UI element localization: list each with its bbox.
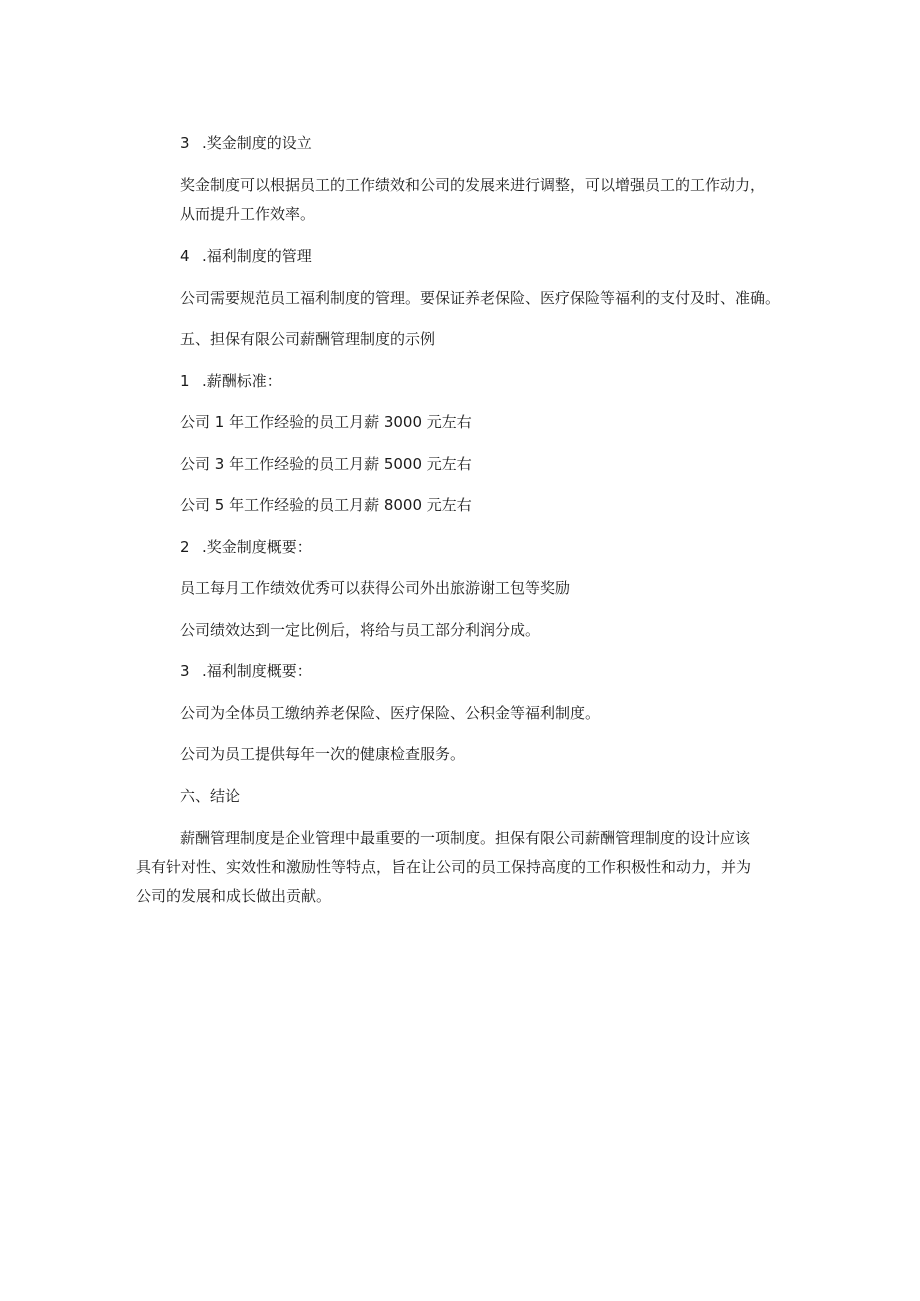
paragraph-line: 具有针对性、实效性和激励性等特点，旨在让公司的员工保持高度的工作积极性和动力，并为 xyxy=(136,858,752,876)
list-item: 公司为员工提供每年一次的健康检查服务。 xyxy=(180,745,466,763)
section-number: 1 xyxy=(180,372,190,390)
section-4-heading xyxy=(180,246,312,266)
section-3-heading xyxy=(180,133,312,153)
list-item: 员工每月工作绩效优秀可以获得公司外出旅游谢工包等奖励 xyxy=(180,579,571,597)
list-item: 公司 1 年工作经验的员工月薪 3000 元左右 xyxy=(180,413,472,431)
section-heading-text: .福利制度概要： xyxy=(202,662,312,680)
section-heading-text: .薪酬标准： xyxy=(202,372,282,390)
example-3-heading xyxy=(180,661,312,681)
section-heading-text: .福利制度的管理 xyxy=(202,247,312,265)
paragraph-line: 公司需要规范员工福利制度的管理。要保证养老保险、医疗保险等福利的支付及时、准确。 xyxy=(180,289,781,307)
section-heading-text: .奖金制度的设立 xyxy=(202,134,312,152)
section-number: 3 xyxy=(180,662,190,680)
section-heading-text: .奖金制度概要： xyxy=(202,538,312,556)
paragraph-line: 奖金制度可以根据员工的工作绩效和公司的发展来进行调整，可以增强员工的工作动力， xyxy=(180,176,766,194)
section-number: 3 xyxy=(180,134,190,152)
paragraph-line: 从而提升工作效率。 xyxy=(180,205,316,223)
section-6-title: 六、结论 xyxy=(180,787,241,805)
example-2-heading xyxy=(180,537,312,557)
list-item: 公司 3 年工作经验的员工月薪 5000 元左右 xyxy=(180,455,472,473)
paragraph-line: 薪酬管理制度是企业管理中最重要的一项制度。担保有限公司薪酬管理制度的设计应该 xyxy=(180,829,751,847)
section-number: 2 xyxy=(180,538,190,556)
list-item: 公司绩效达到一定比例后，将给与员工部分利润分成。 xyxy=(180,621,541,639)
paragraph-line: 公司的发展和成长做出贡献。 xyxy=(136,887,332,905)
section-number: 4 xyxy=(180,247,190,265)
example-1-heading xyxy=(180,371,282,391)
list-item: 公司 5 年工作经验的员工月薪 8000 元左右 xyxy=(180,496,472,514)
section-5-title: 五、担保有限公司薪酬管理制度的示例 xyxy=(180,330,436,348)
list-item: 公司为全体员工缴纳养老保险、医疗保险、公积金等福利制度。 xyxy=(180,704,601,722)
